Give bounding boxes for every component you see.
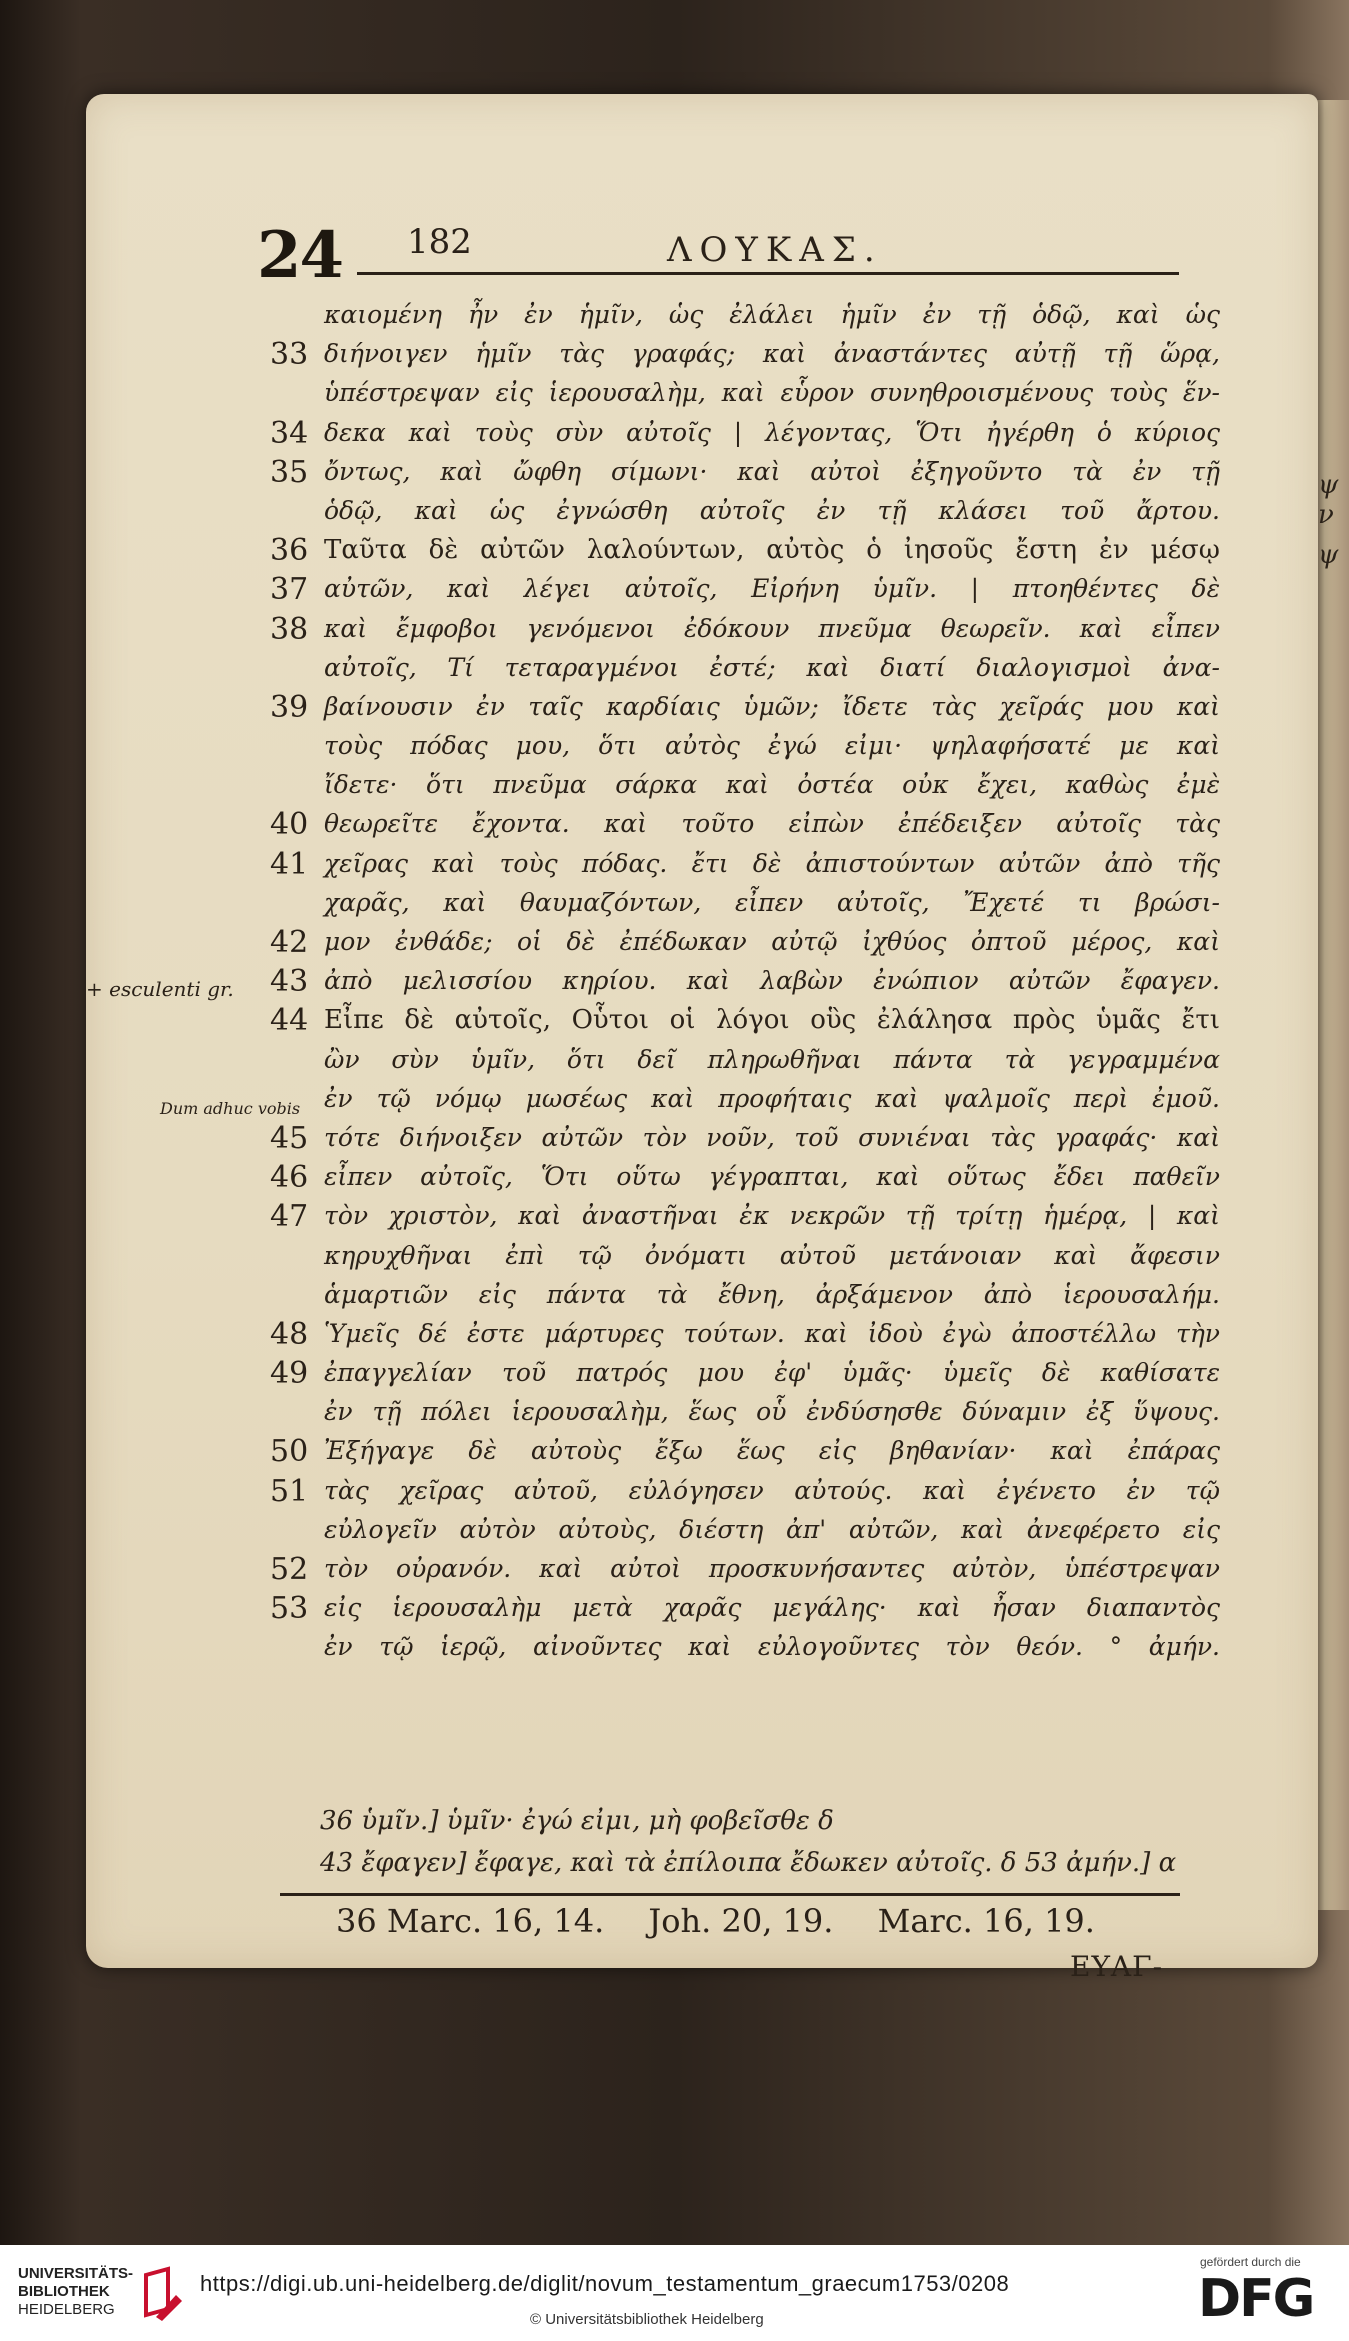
verse-number: 51 [270,1473,309,1509]
line-text: ἴδετε· ὅτι πνεῦμα σάρκα καὶ ὀστέα οὐκ ἔχει, καθὼς ἐμὲ [324,770,1220,800]
text-line [270,649,1220,688]
line-text: αὐτῶν, καὶ λέγει αὐτοῖς, Εἰρήνη ὑμῖν. | πτοηθέντες δὲ [324,574,1220,604]
line-text: χεῖρας καὶ τοὺς πόδας. ἔτι δὲ ἀπιστούντων αὐτῶν ἀπὸ τῆς [324,848,1220,878]
footnote-rule [280,1893,1180,1896]
text-line [270,805,1220,844]
library-name-line: HEIDELBERG [18,2301,115,2318]
line-text: βαίνουσιν ἐν ταῖς καρδίαις ὑμῶν; ἴδετε τὰς χεῖράς μου καὶ [324,691,1220,721]
footnotes [320,1806,1220,1890]
text-line [270,1119,1220,1158]
line-text: τὰς χεῖρας αὐτοῦ, εὐλόγησεν αὐτούς. καὶ ἐγένετο ἐν τῷ [324,1475,1220,1505]
line-text: διήνοιγεν ἡμῖν τὰς γραφάς; καὶ ἀναστάντες αὐτῇ τῇ ὥρᾳ, [324,339,1220,369]
text-line [270,1315,1220,1354]
text-line [270,1158,1220,1197]
line-text: Ταῦτα δὲ αὐτῶν λαλούντων, αὐτὸς ὁ ἰησοῦς ἔστη ἐν μέσῳ [324,535,1220,566]
reference: 36 Marc. 16, 14. [336,1902,605,1940]
line-text: ἁμαρτιῶν εἰς πάντα τὰ ἔθνη, ἀρξάμενον ἀπὸ ἱερουσαλήμ. [324,1279,1220,1309]
main-text [270,296,1220,1668]
line-text: αὐτοῖς, Τί τεταραγμένοι ἐστέ; καὶ διατί διαλογισμοὶ ἀνα- [324,652,1220,682]
verse-number: 53 [270,1591,309,1627]
line-text: θεωρεῖτε ἔχοντα. καὶ τοῦτο εἰπὼν ἐπέδειξεν αὐτοῖς τὰς [324,809,1220,839]
text-line [270,1550,1220,1589]
header-rule [357,272,1179,275]
verse-number: 49 [270,1356,309,1392]
text-line [270,1041,1220,1080]
text-line [270,688,1220,727]
text-line [270,335,1220,374]
verse-number: 37 [270,572,309,608]
margin-note-left: + esculenti gr. [86,977,234,1001]
text-line [270,531,1220,570]
footnote: 36 ὑμῖν.] ὑμῖν· ἐγώ εἰμι, μὴ φοβεῖσθε δ [320,1806,834,1836]
margin-mark: ψ [1318,470,1339,500]
text-line [270,727,1220,766]
line-text: Ἐξήγαγε δὲ αὐτοὺς ἔξω ἕως εἰς βηθανίαν· καὶ ἐπάρας [324,1436,1220,1466]
text-line [270,610,1220,649]
text-line [270,1472,1220,1511]
verse-number: 52 [270,1552,309,1587]
verse-number: 48 [270,1316,309,1352]
text-line [270,1628,1220,1667]
line-text: δεκα καὶ τοὺς σὺν αὐτοῖς | λέγοντας, Ὅτι ἠγέρθη ὁ κύριος [324,417,1220,447]
text-line [270,1197,1220,1236]
line-text: Εἶπε δὲ αὐτοῖς, Οὗτοι οἱ λόγοι οὓς ἐλάλησα πρὸς ὑμᾶς ἔτι [324,1005,1220,1036]
text-line [270,1354,1220,1393]
text-line [270,884,1220,923]
page-header [257,218,1179,293]
verse-number: 50 [270,1434,309,1470]
copyright-notice: © Universitätsbibliothek Heidelberg [530,2311,764,2328]
line-text: τὸν χριστὸν, καὶ ἀναστῆναι ἐκ νεκρῶν τῇ τρίτῃ ἡμέρᾳ, | καὶ [324,1201,1220,1231]
line-text: εὐλογεῖν αὐτὸν αὐτοὺς, διέστη ἀπ' αὐτῶν, καὶ ἀνεφέρετο εἰς [324,1514,1220,1544]
library-name-line: UNIVERSITÄTS- [18,2265,134,2282]
verse-number: 46 [270,1160,309,1196]
text-line [270,766,1220,805]
line-text: μον ἐνθάδε; οἱ δὲ ἐπέδωκαν αὐτῷ ἰχθύος ὀπτοῦ μέρος, καὶ [324,927,1220,956]
text-line [270,845,1220,884]
margin-mark: ν [1318,500,1334,530]
line-text: εἶπεν αὐτοῖς, Ὅτι οὕτω γέγραπται, καὶ οὕτως ἔδει παθεῖν [324,1162,1220,1192]
line-text: ὢν σὺν ὑμῖν, ὅτι δεῖ πληρωθῆναι πάντα τὰ γεγραμμένα [324,1044,1220,1074]
verse-number: 43 [270,964,309,1000]
running-title: ΛΟΥΚΑΣ. [667,230,883,270]
text-line [270,1237,1220,1276]
line-text: τὸν οὐρανόν. καὶ αὐτοὶ προσκυνήσαντες αὐτὸν, ὑπέστρεψαν [324,1554,1220,1583]
verse-number: 44 [270,1003,309,1039]
line-text: Ὑμεῖς δέ ἐστε μάρτυρες τούτων. καὶ ἰδοὺ ἐγὼ ἀποστέλλω τὴν [324,1318,1220,1348]
dfg-logo[interactable]: DFG [1198,2269,1314,2329]
text-line [270,1589,1220,1628]
line-text: χαρᾶς, καὶ θαυμαζόντων, εἶπεν αὐτοῖς, Ἔχετέ τι βρώσι- [324,887,1220,917]
verse-number: 42 [270,925,309,960]
text-line [270,1080,1220,1119]
library-logo-text[interactable] [18,2265,133,2319]
line-text: τοὺς πόδας μου, ὅτι αὐτὸς ἐγώ εἰμι· ψηλαφήσατέ με καὶ [324,731,1220,761]
viewer-footer [0,2245,1349,2341]
text-line [270,453,1220,492]
line-text: ὁδῷ, καὶ ὡς ἐγνώσθη αὐτοῖς ἐν τῇ κλάσει τοῦ ἄρτου. [324,495,1220,525]
verse-number: 34 [270,415,309,451]
line-text: ἐν τῇ πόλει ἱερουσαλὴμ, ἕως οὗ ἐνδύσησθε δύναμιν ἐξ ὕψους. [324,1397,1220,1427]
line-text: ἀπὸ μελισσίου κηρίου. καὶ λαβὼν ἐνώπιον αὐτῶν ἔφαγεν. [324,966,1220,996]
verse-number: 40 [270,807,309,843]
margin-mark: ψ [1318,540,1339,570]
funder-label: gefördert durch die [1200,2255,1301,2269]
page-number: 182 [407,222,472,262]
verse-number: 38 [270,611,309,647]
text-line [270,374,1220,413]
verse-number: 35 [270,454,309,490]
text-line [270,1001,1220,1040]
line-text: ἐν τῷ νόμῳ μωσέως καὶ προφήταις καὶ ψαλμοῖς περὶ ἐμοῦ. [324,1083,1220,1113]
line-text: ἐπαγγελίαν τοῦ πατρός μου ἐφ' ὑμᾶς· ὑμεῖς δὲ καθίσατε [324,1358,1220,1388]
footnote: 43 ἔφαγεν] ἔφαγε, καὶ τὰ ἐπίλοιπα ἔδωκεν αὐτοῖς. δ 53 ἀμήν.] α [320,1848,1177,1878]
margin-note-left: Dum adhuc vobis [160,1099,301,1118]
text-line [270,1511,1220,1550]
verse-number: 45 [270,1120,309,1156]
text-line [270,923,1220,962]
verse-number: 47 [270,1199,309,1235]
line-text: καὶ ἔμφοβοι γενόμενοι ἐδόκουν πνεῦμα θεωρεῖν. καὶ εἶπεν [324,613,1220,643]
text-line [270,1393,1220,1432]
text-line [270,962,1220,1001]
reference: Joh. 20, 19. [648,1902,834,1940]
verse-number: 41 [270,846,309,882]
text-line [270,1276,1220,1315]
cross-references [336,1902,1196,1940]
document-url[interactable]: https://digi.ub.uni-heidelberg.de/diglit/novum_testamentum_graecum1753/0208 [200,2271,1010,2296]
catchword: ΕΥΑΓ- [1070,1950,1164,1983]
text-line [270,492,1220,531]
reference: Marc. 16, 19. [877,1902,1095,1940]
line-text: κηρυχθῆναι ἐπὶ τῷ ὀνόματι αὐτοῦ μετάνοιαν καὶ ἄφεσιν [324,1240,1220,1270]
verse-number: 36 [270,533,309,569]
line-text: εἰς ἱερουσαλὴμ μετὰ χαρᾶς μεγάλης· καὶ ἦσαν διαπαντὸς [324,1593,1220,1623]
line-text: ὄντως, καὶ ὤφθη σίμωνι· καὶ αὐτοὶ ἐξηγοῦντο τὰ ἐν τῇ [324,456,1220,486]
line-text: τότε διήνοιξεν αὐτῶν τὸν νοῦν, τοῦ συνιέναι τὰς γραφάς· καὶ [324,1122,1220,1152]
library-name-line: BIBLIOTHEK [18,2283,110,2300]
text-line [270,570,1220,609]
handwritten-number: 24 [257,218,343,293]
library-logo-icon[interactable] [142,2265,186,2321]
text-line [270,296,1220,335]
line-text: ὑπέστρεψαν εἰς ἱερουσαλὴμ, καὶ εὗρον συνηθροισμένους τοὺς ἕν- [324,378,1220,408]
verse-number: 33 [270,337,309,373]
text-line [270,414,1220,453]
text-line [270,1432,1220,1471]
line-text: ἐν τῷ ἱερῷ, αἰνοῦντες καὶ εὐλογοῦντες τὸν θεόν. ° ἀμήν. [324,1632,1220,1662]
line-text: καιομένη ἦν ἐν ἡμῖν, ὡς ἐλάλει ἡμῖν ἐν τῇ ὁδῷ, καὶ ὡς [324,300,1220,329]
verse-number: 39 [270,689,309,725]
